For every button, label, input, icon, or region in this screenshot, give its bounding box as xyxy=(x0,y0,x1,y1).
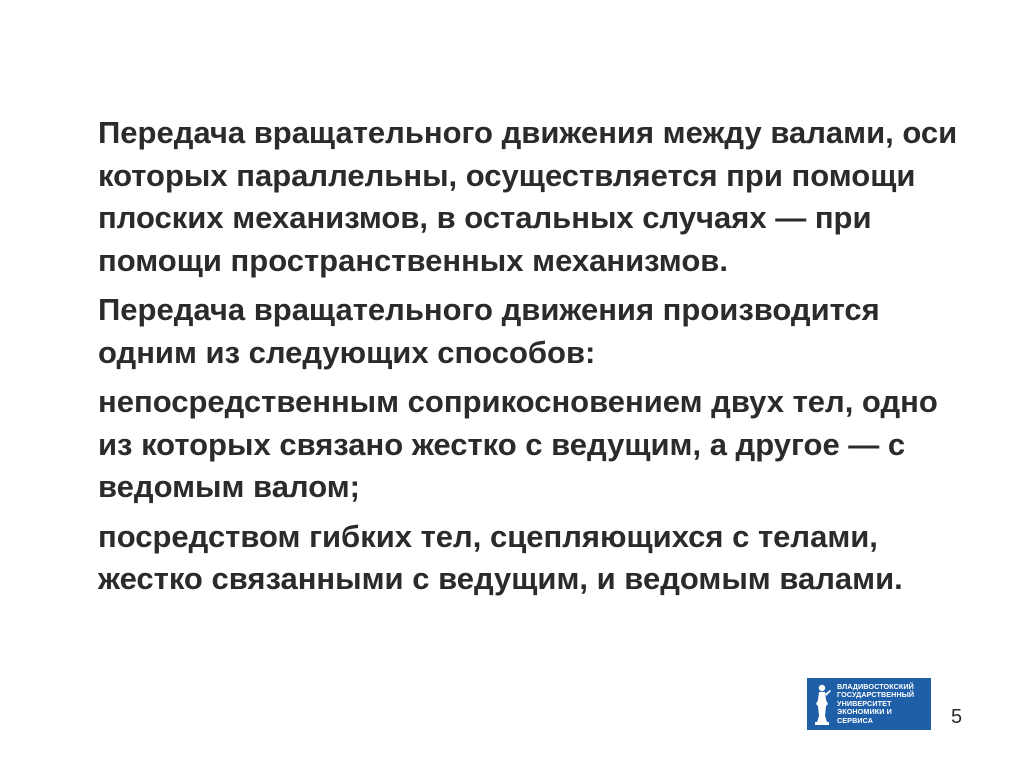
logo-text xyxy=(837,683,914,726)
logo-line: СЕРВИСА xyxy=(837,715,874,725)
statue-emblem-icon xyxy=(811,682,833,726)
logo-line: ЭКОНОМИКИ И xyxy=(837,707,892,717)
paragraph-3: непосредственным соприкосновением двух тел, одно из которых связано жестко с ведущим, а другое — с ведомым валом; xyxy=(98,384,938,504)
logo-line: ВЛАДИВОСТОКСКИЙ xyxy=(837,681,914,691)
slide-body xyxy=(98,112,978,608)
paragraph-1: Передача вращательного движения между валами, оси которых параллельны, осуществляется при помощи плоских механизмов, в остальных случаях — при помощи пространственных механизмов. xyxy=(98,115,958,278)
university-logo xyxy=(807,678,931,730)
paragraph-4: посредством гибких тел, сцепляющихся с телами, жестко связанными с ведущим, и ведомым валами. xyxy=(98,518,903,596)
logo-line: ГОСУДАРСТВЕННЫЙ xyxy=(837,690,915,700)
logo-line: УНИВЕРСИТЕТ xyxy=(837,698,892,708)
paragraph-2: Передача вращательного движения производится одним из следующих способов: xyxy=(98,292,880,370)
page-number: 5 xyxy=(951,706,963,728)
